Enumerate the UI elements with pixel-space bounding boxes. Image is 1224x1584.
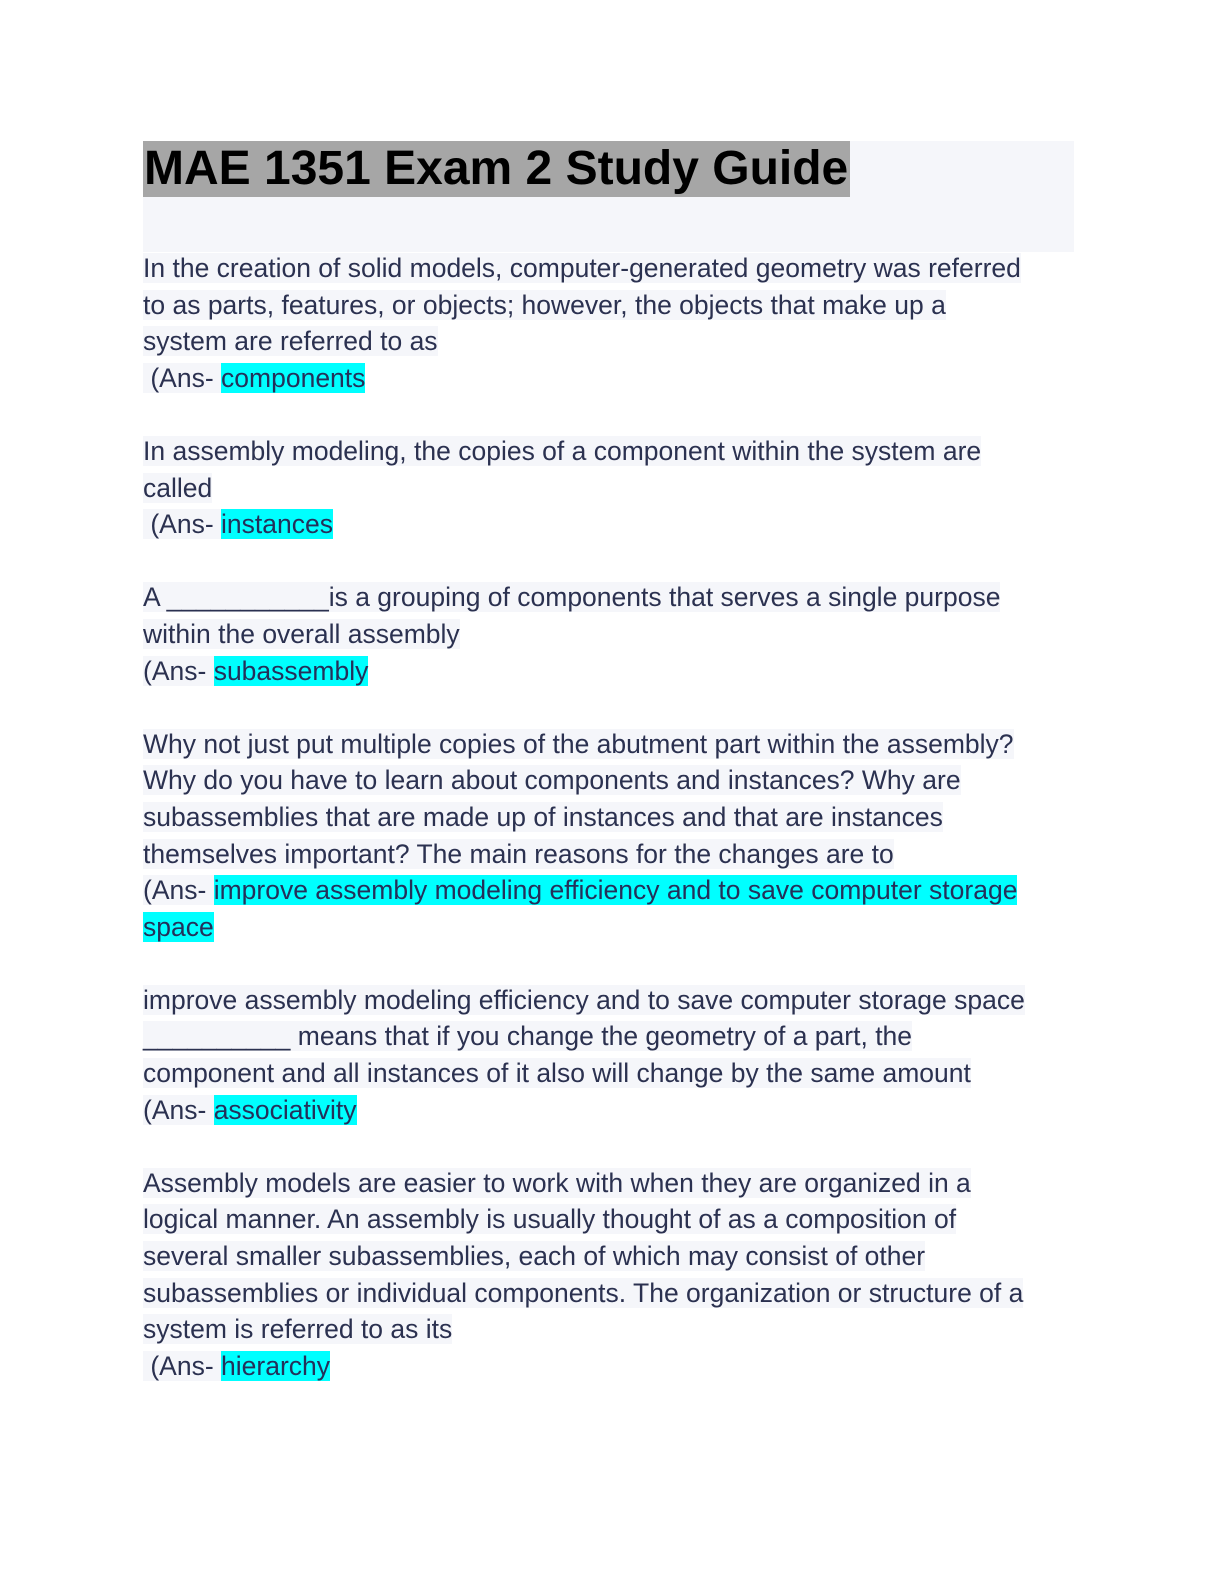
answer-highlight: improve assembly modeling efficiency and to save computer storage (213, 875, 1018, 906)
question-text: logical manner. An assembly is usually thought of as a composition of (143, 1204, 957, 1235)
answer-prefix: (Ans- (143, 1350, 222, 1381)
question-line (143, 1238, 1083, 1275)
question-line (143, 1055, 1083, 1092)
qa-list (143, 250, 1083, 1421)
question-line (143, 433, 1083, 470)
question-text: subassemblies that are made up of instances and that are instances (143, 801, 943, 832)
question-text: system is referred to as its (143, 1314, 453, 1345)
question-text: to as parts, features, or objects; however, the objects that make up a (143, 289, 946, 320)
question-line (143, 616, 1083, 653)
question-text: subassemblies or individual components. The organization or structure of a (143, 1277, 1024, 1308)
question-line (143, 726, 1083, 763)
question-line (143, 836, 1083, 873)
question-text: __________ means that if you change the geometry of a part, the (143, 1021, 913, 1052)
qa-item (143, 1165, 1083, 1385)
answer-highlight: space (143, 911, 214, 942)
question-line (143, 1165, 1083, 1202)
question-line (143, 762, 1083, 799)
qa-item (143, 250, 1083, 396)
answer-line (143, 872, 1083, 909)
question-line (143, 250, 1083, 287)
qa-item (143, 433, 1083, 543)
answer-highlight: hierarchy (221, 1350, 331, 1381)
question-text: Why do you have to learn about components and instances? Why are (143, 765, 961, 796)
question-text: In assembly modeling, the copies of a component within the system are (143, 435, 982, 466)
question-text: Why not just put multiple copies of the abutment part within the assembly? (143, 728, 1014, 759)
question-line (143, 1018, 1083, 1055)
question-text: several smaller subassemblies, each of which may consist of other (143, 1241, 926, 1272)
answer-highlight: subassembly (213, 655, 369, 686)
answer-highlight: instances (221, 509, 333, 540)
answer-line (143, 1348, 1083, 1385)
question-line (143, 470, 1083, 507)
qa-item (143, 982, 1083, 1128)
question-line (143, 799, 1083, 836)
answer-line (143, 653, 1083, 690)
question-line (143, 287, 1083, 324)
answer-highlight: components (221, 362, 366, 393)
question-text: themselves important? The main reasons for the changes are to (143, 838, 894, 869)
question-line (143, 982, 1083, 1019)
answer-highlight: associativity (213, 1094, 357, 1125)
question-line (143, 323, 1083, 360)
qa-item (143, 579, 1083, 689)
question-text: improve assembly modeling efficiency and to save computer storage space (143, 984, 1025, 1015)
answer-prefix: (Ans- (143, 509, 222, 540)
answer-prefix: (Ans- (143, 875, 214, 906)
answer-line (143, 360, 1083, 397)
question-text: component and all instances of it also will change by the same amount (143, 1058, 971, 1089)
question-text: within the overall assembly (143, 618, 460, 649)
question-text: A ___________is a grouping of components that serves a single purpose (143, 582, 1001, 613)
question-text: Assembly models are easier to work with when they are organized in a (143, 1167, 971, 1198)
page-title: MAE 1351 Exam 2 Study Guide (144, 142, 849, 195)
question-text: system are referred to as (143, 326, 438, 357)
answer-line (143, 909, 1083, 946)
question-line (143, 579, 1083, 616)
question-line (143, 1201, 1083, 1238)
question-text: In the creation of solid models, computer-generated geometry was referred (143, 253, 1021, 283)
answer-prefix: (Ans- (143, 1094, 214, 1125)
answer-prefix: (Ans- (143, 655, 214, 686)
qa-item (143, 726, 1083, 946)
question-line (143, 1311, 1083, 1348)
question-line (143, 1275, 1083, 1312)
question-text: called (143, 472, 213, 503)
answer-line (143, 506, 1083, 543)
answer-prefix: (Ans- (143, 362, 222, 393)
answer-line (143, 1092, 1083, 1129)
title-block (143, 141, 1074, 252)
